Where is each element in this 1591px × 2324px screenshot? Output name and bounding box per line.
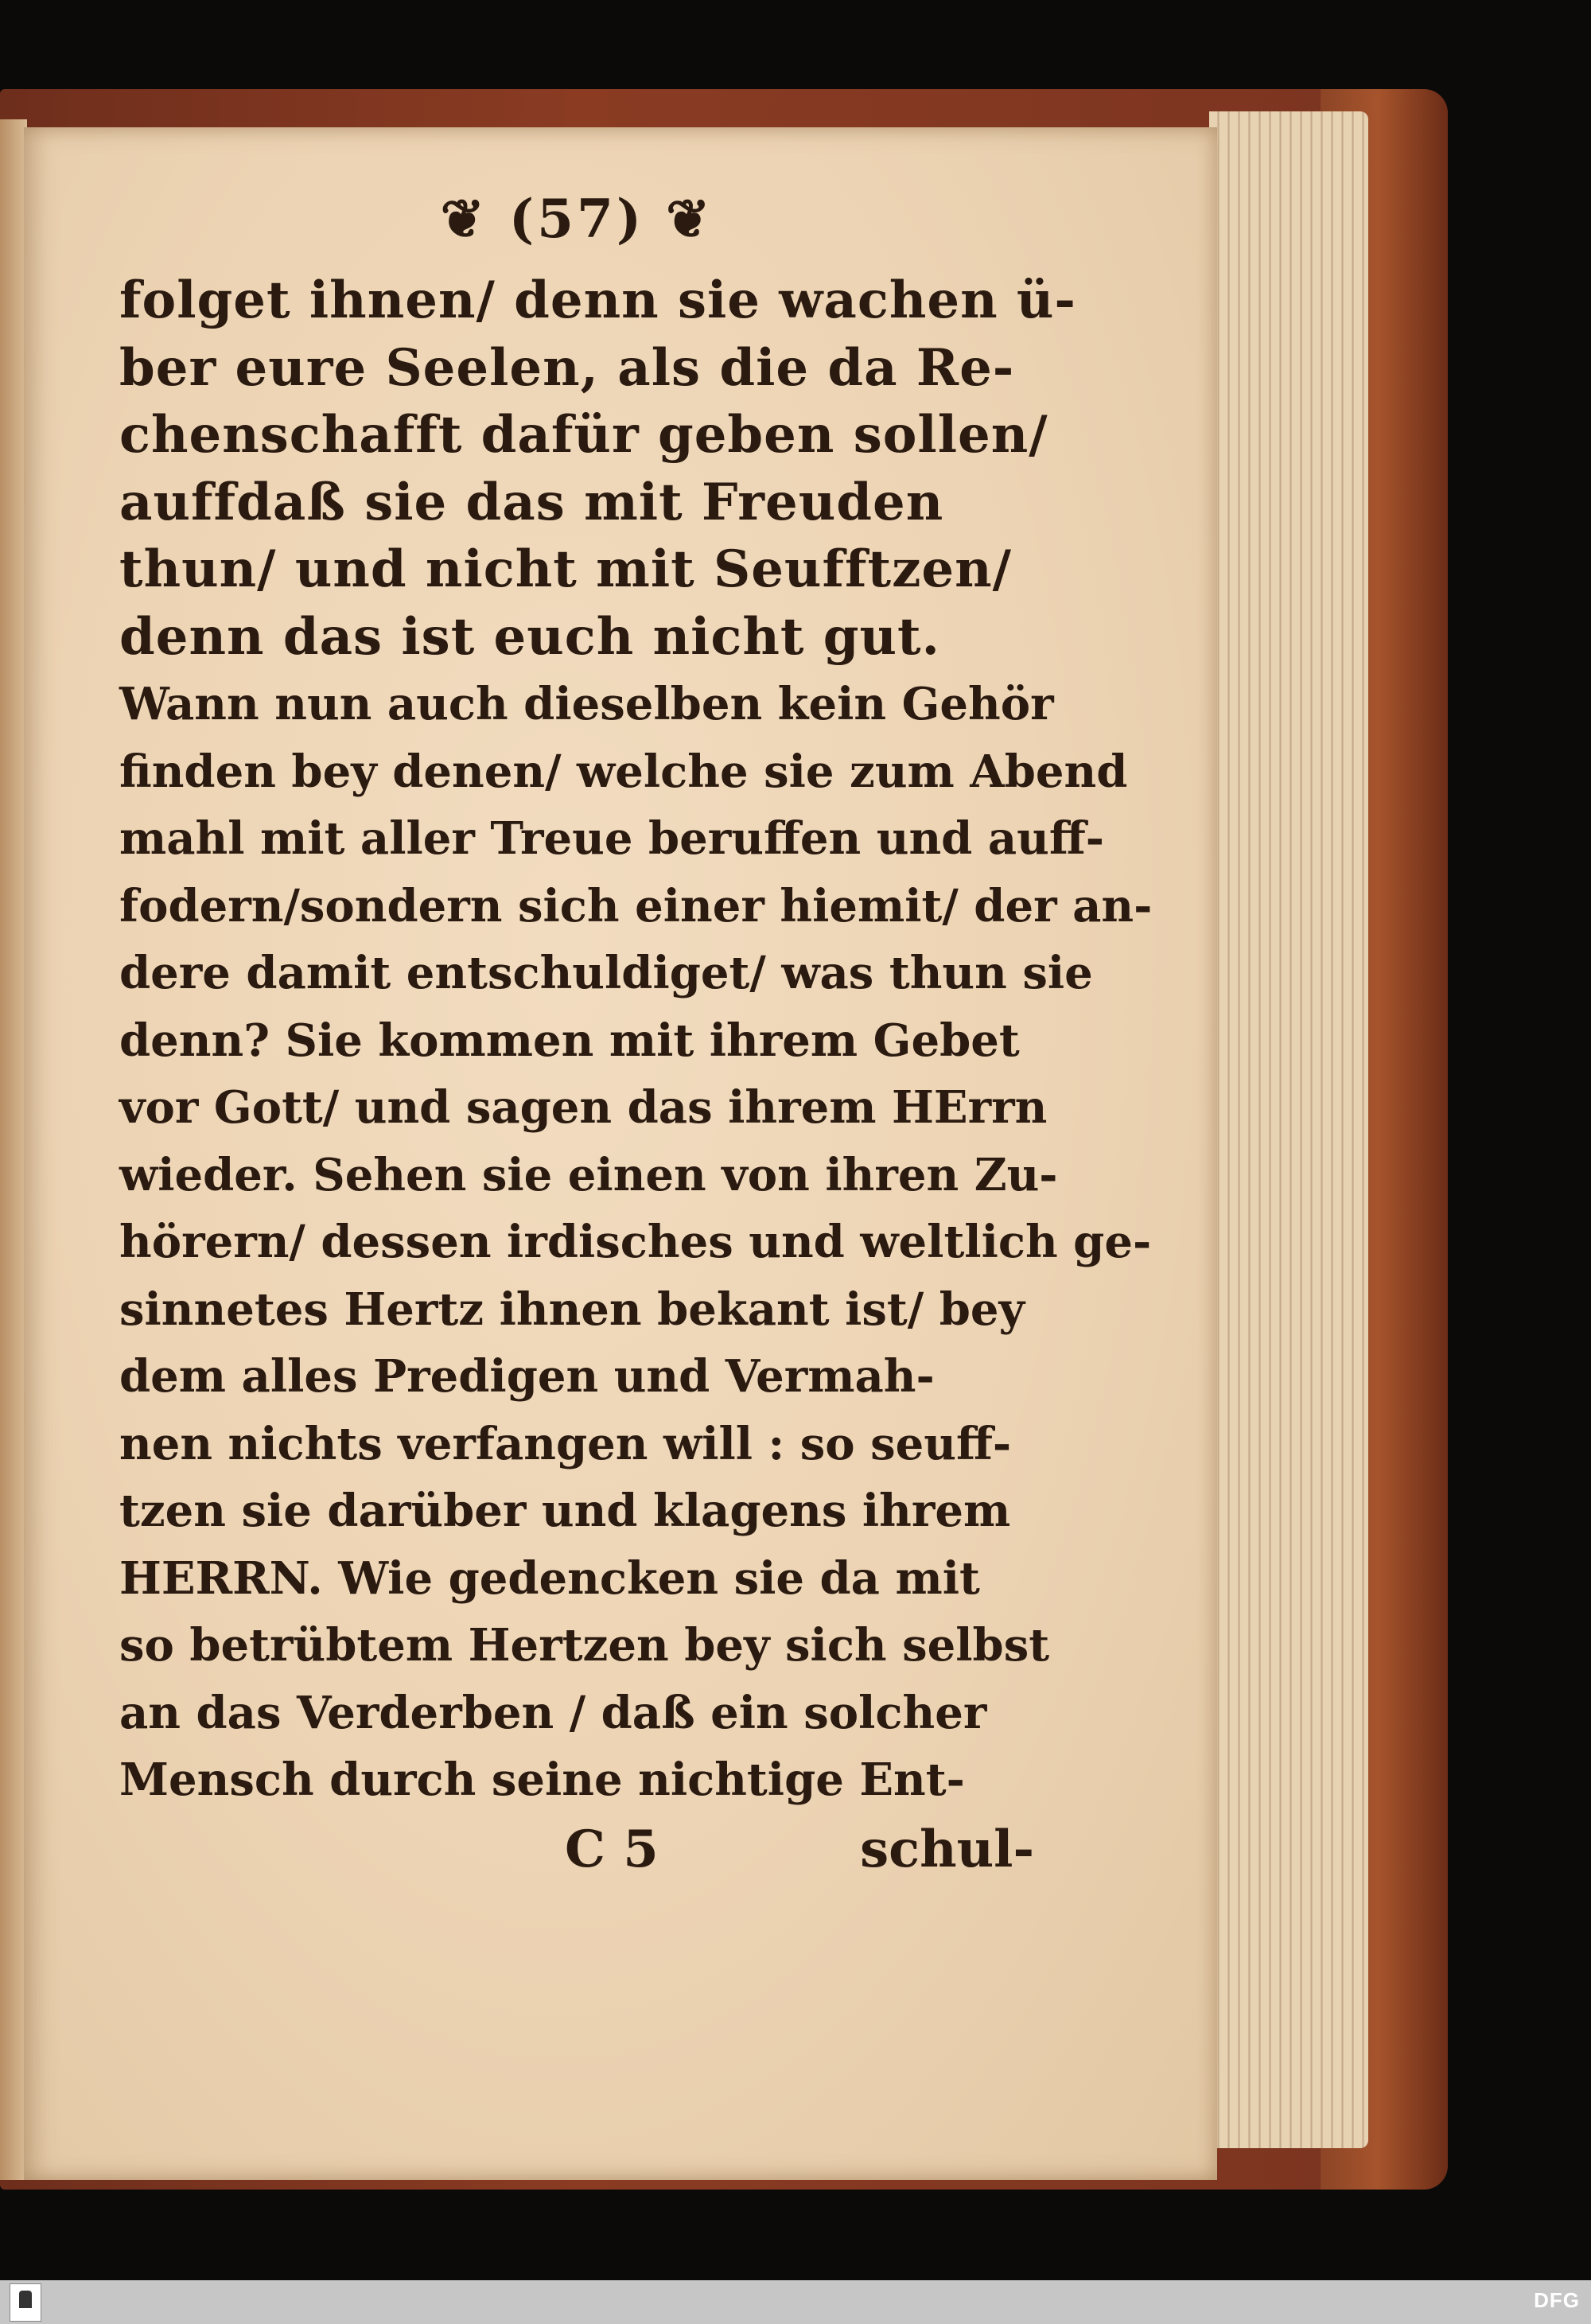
text-line: fodern/sondern sich einer hiemit/ der an-: [119, 879, 1153, 932]
text-line: nen nichts verfangen will : so seuff-: [119, 1417, 1012, 1470]
text-line: denn? Sie kommen mit ihrem Gebet: [119, 1014, 1020, 1067]
catchword: schul-: [860, 1819, 1034, 1879]
text-line: finden bey denen/ welche sie zum Abend: [119, 745, 1128, 798]
text-line: hörern/ dessen irdisches und weltlich ge-: [119, 1216, 1152, 1268]
text-line: so betrübtem Hertzen bey sich selbst: [119, 1619, 1050, 1672]
text-line: dere damit entschuldiget/ was thun sie: [119, 947, 1093, 999]
text-line: thun/ und nicht mit Seufftzen/: [119, 539, 1013, 599]
page-text: [119, 183, 1153, 1886]
text-line: folget ihnen/ denn sie wachen ü-: [119, 271, 1076, 330]
facing-page-edge: [0, 119, 27, 2180]
dfg-logo: DFG: [1534, 2288, 1580, 2312]
text-line: dem alles Predigen und Vermah-: [119, 1350, 935, 1403]
text-line: tzen sie darüber und klagens ihrem: [119, 1485, 1011, 1537]
text-line: auffdaß sie das mit Freuden: [119, 472, 944, 532]
text-line: denn das ist euch nicht gut.: [119, 606, 940, 667]
page-header: ❦ (57) ❦: [440, 188, 714, 250]
text-line: vor Gott/ und sagen das ihrem HErrn: [119, 1081, 1048, 1134]
text-line: sinnetes Hertz ihnen bekant ist/ bey: [119, 1283, 1025, 1336]
text-line: ber eure Seelen, als die da Re-: [119, 337, 1015, 398]
text-line: wieder. Sehen sie einen von ihren Zu-: [119, 1148, 1058, 1201]
text-line: Wann nun auch dieselben kein Gehör: [119, 678, 1054, 730]
text-line: HERRN. Wie gedencken sie da mit: [119, 1551, 980, 1605]
viewer-footer-bar: [0, 2280, 1591, 2324]
text-line: chenschafft dafür geben sollen/: [119, 405, 1048, 465]
text-line: Mensch durch seine nichtige Ent-: [119, 1754, 965, 1806]
page-edges: [1209, 111, 1368, 2148]
library-logo-icon: [10, 2283, 41, 2322]
signature-mark: C 5: [565, 1819, 659, 1879]
text-line: an das Verderben / daß ein solcher: [119, 1686, 987, 1739]
page-footer-row: [119, 1814, 1034, 1886]
text-line: mahl mit aller Treue beruffen und auff-: [119, 812, 1105, 865]
